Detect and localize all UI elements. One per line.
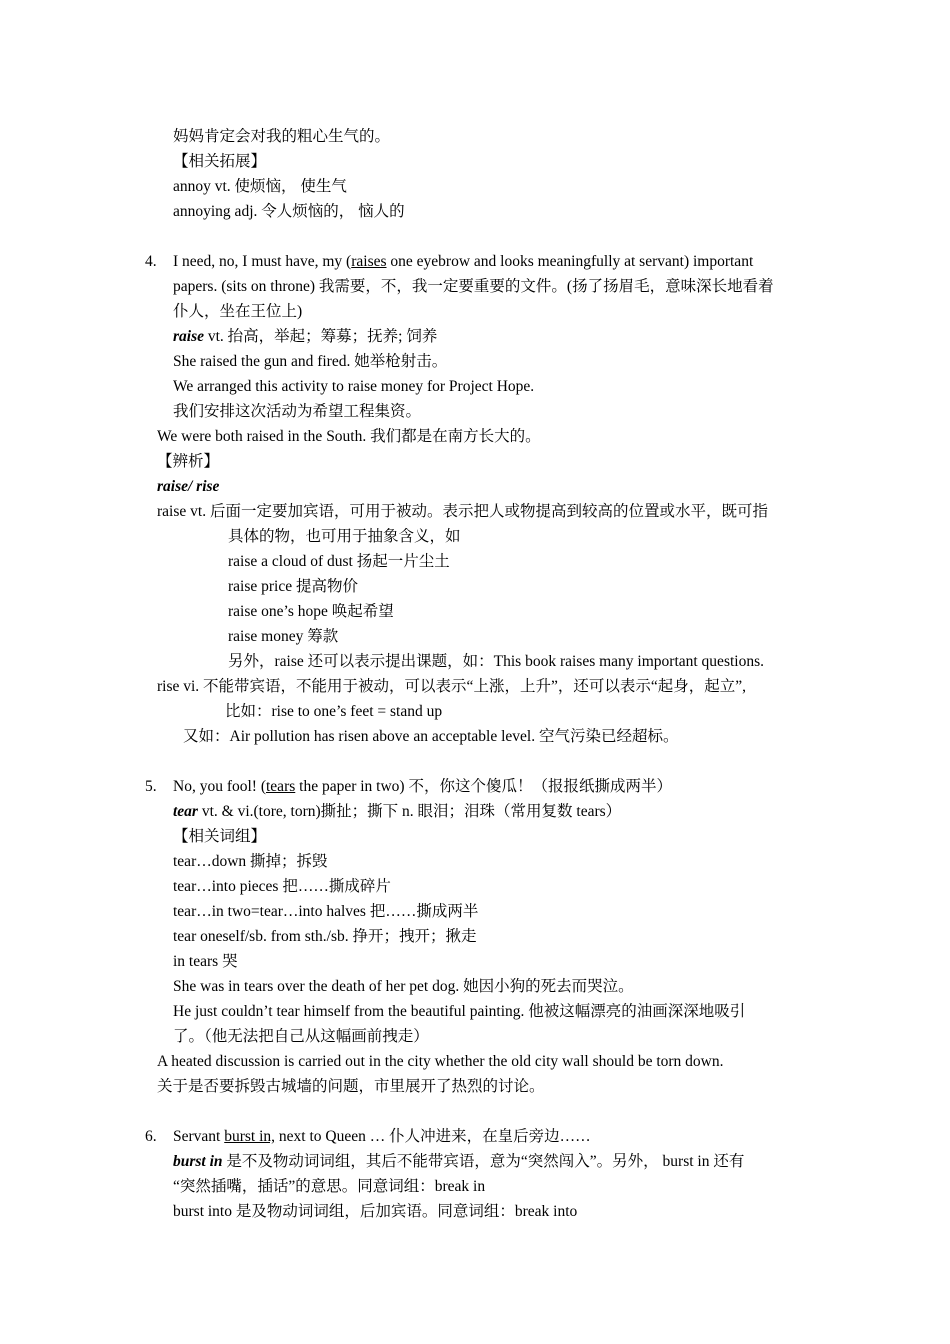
item-number: 4. (145, 253, 157, 270)
text-line: annoy vt. 使烦恼， 使生气 (173, 178, 347, 195)
example-line: 我们安排这次活动为希望工程集资。 (173, 403, 422, 420)
text-line: 另外，raise 还可以表示提出课题，如：This book raises many important questions. (228, 653, 764, 670)
text-span: next to Queen … 仆人冲进来，在皇后旁边…… (275, 1128, 591, 1145)
vocab-entry (173, 799, 621, 824)
text-line: rise vi. 不能带宾语，不能用于被动，可以表示“上涨，上升”，还可以表示“起身，起立”, (157, 678, 746, 695)
vocab-word: raise (173, 328, 204, 345)
text-span: the paper in two) 不，你这个傻瓜！（报报纸撕成两半） (295, 778, 672, 795)
section-heading: 【辨析】 (157, 453, 220, 470)
phrase-line: tear…in two=tear…into halves 把……撕成两半 (173, 903, 479, 920)
phrase-line: tear…down 撕掉；拆毁 (173, 853, 328, 870)
text-line: burst into 是及物动词词组，后加宾语。同意词组：break into (173, 1203, 578, 1220)
text-line: papers. (sits on throne) 我需要，不，我一定要重要的文件。(扬了扬眉毛，意味深长地看着 (173, 278, 774, 295)
text-line: raise money 筹款 (228, 628, 339, 645)
text-span: Servant (173, 1128, 225, 1145)
text-line: raise one’s hope 唤起希望 (228, 603, 394, 620)
item-number: 6. (145, 1128, 157, 1145)
text-span: No, you fool! ( (173, 778, 266, 795)
vocab-word: burst in (173, 1153, 223, 1170)
text-span: I need, no, I must have, my ( (173, 253, 352, 270)
example-line: She was in tears over the death of her pet dog. 她因小狗的死去而哭泣。 (173, 978, 634, 995)
item-number: 5. (145, 778, 157, 795)
text-line: annoying adj. 令人烦恼的， 恼人的 (173, 203, 405, 220)
section-heading: 【相关词组】 (173, 828, 267, 845)
text-line: 具体的物，也可用于抽象含义，如 (228, 528, 461, 545)
comparison-title: raise/ rise (157, 478, 220, 495)
text-line: “突然插嘴，插话”的意思。同意词组：break in (173, 1178, 486, 1195)
underlined-word: tears (266, 778, 296, 795)
text-line: raise price 提高物价 (228, 578, 358, 595)
vocab-definition: vt. 抬高，举起；筹募；抚养; 饲养 (204, 328, 438, 345)
example-line: She raised the gun and fired. 她举枪射击。 (173, 353, 448, 370)
text-line: 又如：Air pollution has risen above an acceptable level. 空气污染已经超标。 (183, 728, 679, 745)
example-line: 关于是否要拆毁古城墙的问题，市里展开了热烈的讨论。 (157, 1078, 545, 1095)
text-line: raise vt. 后面一定要加宾语，可用于被动。表示把人或物提高到较高的位置或水平，既可指 (157, 503, 768, 520)
phrase-line: in tears 哭 (173, 953, 238, 970)
text-line: 妈妈肯定会对我的粗心生气的。 (173, 128, 391, 145)
section-heading: 【相关拓展】 (173, 153, 267, 170)
vocab-entry (173, 324, 437, 349)
vocab-definition: 是不及物动词词组，其后不能带宾语，意为“突然闯入”。另外， burst in 还有 (222, 1153, 745, 1170)
text-line: 仆人，坐在王位上) (173, 303, 303, 320)
text-line: raise a cloud of dust 扬起一片尘土 (228, 553, 450, 570)
vocab-definition: vt. & vi.(tore, torn)撕扯；撕下 n. 眼泪；泪珠（常用复数 tears） (197, 803, 622, 820)
vocab-word: tear (173, 803, 198, 820)
example-line: We were both raised in the South. 我们都是在南方长大的。 (157, 428, 541, 445)
example-line: 了。（他无法把自己从这幅画前拽走） (173, 1028, 429, 1045)
phrase-line: tear oneself/sb. from sth./sb. 挣开；拽开；揪走 (173, 928, 477, 945)
sentence-line (173, 774, 672, 799)
sentence-line (173, 1124, 591, 1149)
underlined-word: burst in, (224, 1128, 276, 1145)
example-line: A heated discussion is carried out in the city whether the old city wall should be torn down. (157, 1053, 724, 1070)
example-line: We arranged this activity to raise money for Project Hope. (173, 378, 535, 395)
phrase-line: tear…into pieces 把……撕成碎片 (173, 878, 391, 895)
sentence-line (173, 249, 753, 274)
text-span: one eyebrow and looks meaningfully at servant) important (386, 253, 754, 270)
example-line: He just couldn’t tear himself from the beautiful painting. 他被这幅漂亮的油画深深地吸引 (173, 1003, 746, 1020)
text-line: 比如：rise to one’s feet = stand up (225, 703, 443, 720)
vocab-entry (173, 1149, 744, 1174)
underlined-word: raises (351, 253, 387, 270)
